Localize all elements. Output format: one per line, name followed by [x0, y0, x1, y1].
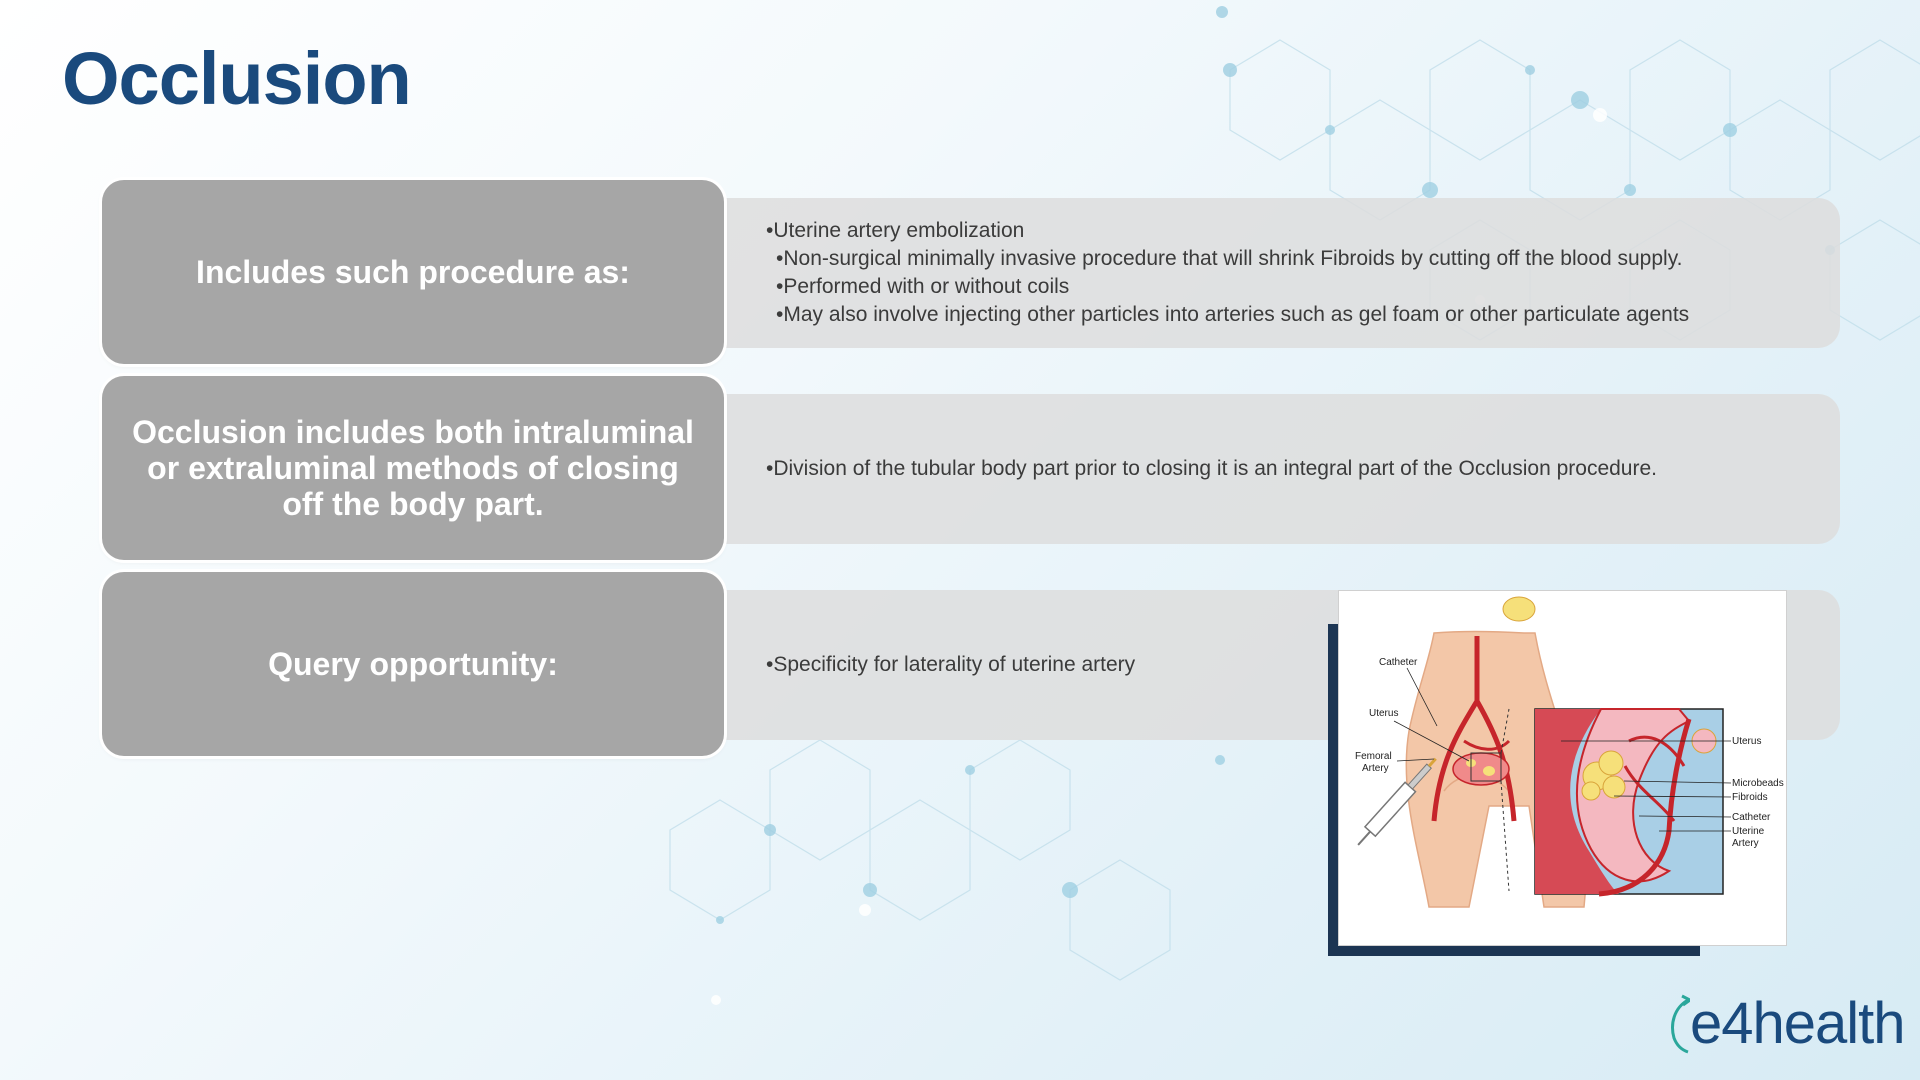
- bullet-item: •Uterine artery embolization: [766, 219, 1025, 242]
- e4health-logo: [1668, 990, 1905, 1057]
- label-uterus: Uterus: [1369, 708, 1399, 719]
- label-uterus-detail: Uterus: [1732, 736, 1762, 747]
- diagram-card: [1338, 590, 1787, 946]
- row-label: Query opportunity:: [102, 572, 724, 756]
- bullet-list: [766, 217, 1689, 329]
- bullet-list: [766, 651, 1135, 679]
- bullet-item: •May also involve injecting other particles into arteries such as gel foam or other particulate agents: [776, 303, 1690, 326]
- procedure-row: [0, 180, 1920, 364]
- page-title: Occlusion: [62, 37, 411, 120]
- row-detail: [726, 394, 1840, 544]
- row-label: Includes such procedure as:: [102, 180, 724, 364]
- label-femoral: Femoral: [1355, 751, 1392, 762]
- logo-text: e4health: [1690, 991, 1905, 1056]
- row-label: Occlusion includes both intraluminal or extraluminal methods of closing off the body part.: [102, 376, 724, 560]
- anatomy-illustration: [1339, 591, 1788, 947]
- methods-row: [0, 376, 1920, 560]
- label-catheter-detail: Catheter: [1732, 812, 1771, 823]
- row-detail: [726, 198, 1840, 348]
- bullet-item: •Division of the tubular body part prior to closing it is an integral part of the Occlusion procedure.: [766, 457, 1657, 480]
- bullet-item: •Non-surgical minimally invasive procedure that will shrink Fibroids by cutting off the blood supply.: [776, 247, 1683, 270]
- uterine-embolization-diagram: [1328, 590, 1787, 956]
- label-microbeads: Microbeads: [1732, 778, 1784, 789]
- label-catheter: Catheter: [1379, 657, 1418, 668]
- label-fibroids: Fibroids: [1732, 792, 1768, 803]
- bullet-item: •Performed with or without coils: [776, 275, 1070, 298]
- bullet-item: •Specificity for laterality of uterine artery: [766, 653, 1136, 676]
- logo-arc-icon: [1668, 994, 1690, 1054]
- label-uterine: Uterine: [1732, 826, 1765, 837]
- label-artery: Artery: [1362, 763, 1389, 774]
- bullet-list: [766, 455, 1657, 483]
- label-artery-detail: Artery: [1732, 838, 1759, 849]
